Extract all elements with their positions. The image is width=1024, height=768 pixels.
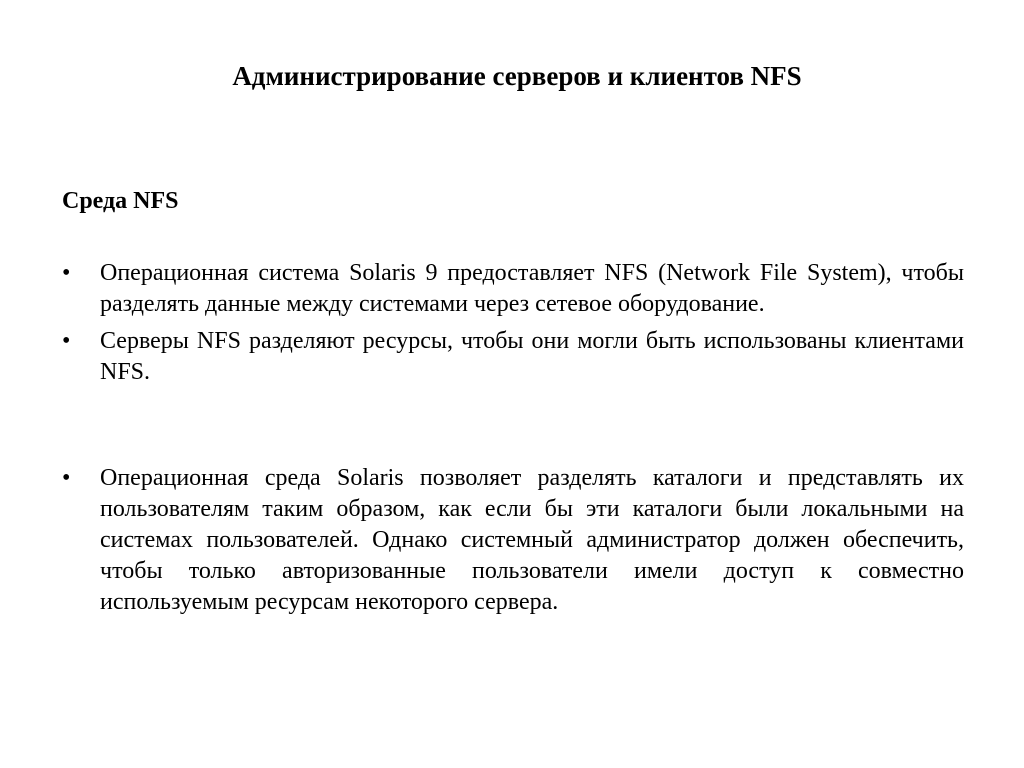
bullet-text: Операционная система Solaris 9 предоставляет NFS (Network File System), чтобы разделять данные между системами через сетевое оборудование. [100, 260, 964, 317]
bullet-icon: • [62, 465, 71, 491]
slide-title: Администрирование серверов и клиентов NFS [232, 61, 802, 91]
bullet-icon: • [62, 328, 71, 354]
bullet-item [62, 326, 964, 388]
bullet-list-top [62, 258, 964, 394]
bullet-item [62, 258, 964, 320]
bullet-icon: • [62, 260, 71, 286]
bullet-item [62, 463, 964, 618]
bullet-text: Операционная среда Solaris позволяет разделять каталоги и представлять их пользователям таким образом, как если бы эти каталоги были локальными на системах пользователей. Однако системный администратор должен обеспечить, чтобы только авторизованные пользователи имели доступ к совместно используемым ресурсам некоторого сервера. [100, 465, 964, 615]
bullet-text: Серверы NFS разделяют ресурсы, чтобы они могли быть использованы клиентами NFS. [100, 328, 964, 385]
bullet-list-bottom [62, 463, 964, 624]
section-heading: Среда NFS [62, 188, 179, 214]
